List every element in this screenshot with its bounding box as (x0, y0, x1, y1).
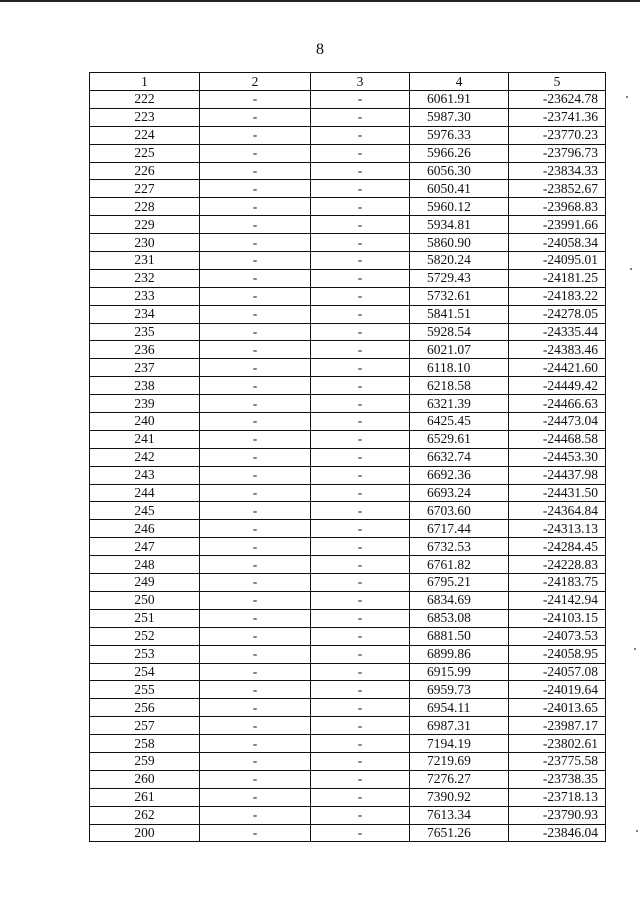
table-row (90, 359, 606, 377)
table-row (90, 752, 606, 770)
cell-x: 7613.34 (410, 806, 509, 824)
cell-col2: - (200, 323, 311, 341)
cell-y: -24142.94 (509, 591, 606, 609)
cell-col3: - (311, 627, 410, 645)
cell-y: -24421.60 (509, 359, 606, 377)
table-row (90, 341, 606, 359)
cell-col2: - (200, 91, 311, 109)
cell-number: 254 (90, 663, 200, 681)
cell-col2: - (200, 430, 311, 448)
table-row (90, 323, 606, 341)
top-border-line (0, 0, 640, 2)
cell-col2: - (200, 806, 311, 824)
cell-x: 6529.61 (410, 430, 509, 448)
cell-col2: - (200, 717, 311, 735)
table-row (90, 413, 606, 431)
cell-col2: - (200, 591, 311, 609)
cell-col2: - (200, 466, 311, 484)
cell-col2: - (200, 108, 311, 126)
cell-number: 225 (90, 144, 200, 162)
cell-y: -24364.84 (509, 502, 606, 520)
table-row (90, 269, 606, 287)
cell-number: 248 (90, 556, 200, 574)
column-header-5: 5 (509, 73, 606, 91)
cell-number: 229 (90, 216, 200, 234)
table-row (90, 287, 606, 305)
cell-col3: - (311, 591, 410, 609)
cell-x: 5841.51 (410, 305, 509, 323)
cell-col2: - (200, 502, 311, 520)
table-row (90, 377, 606, 395)
cell-col3: - (311, 91, 410, 109)
cell-number: 247 (90, 538, 200, 556)
cell-col2: - (200, 413, 311, 431)
scan-mark (630, 268, 632, 270)
table-row (90, 574, 606, 592)
cell-col2: - (200, 234, 311, 252)
cell-col3: - (311, 430, 410, 448)
cell-x: 6959.73 (410, 681, 509, 699)
cell-col2: - (200, 574, 311, 592)
cell-y: -23987.17 (509, 717, 606, 735)
cell-x: 6881.50 (410, 627, 509, 645)
cell-y: -24278.05 (509, 305, 606, 323)
cell-number: 256 (90, 699, 200, 717)
cell-number: 232 (90, 269, 200, 287)
cell-x: 5729.43 (410, 269, 509, 287)
cell-y: -24181.25 (509, 269, 606, 287)
cell-number: 244 (90, 484, 200, 502)
cell-col2: - (200, 377, 311, 395)
cell-col2: - (200, 735, 311, 753)
cell-col2: - (200, 752, 311, 770)
cell-y: -23718.13 (509, 788, 606, 806)
cell-col2: - (200, 359, 311, 377)
cell-y: -23834.33 (509, 162, 606, 180)
cell-y: -23846.04 (509, 824, 606, 842)
cell-number: 257 (90, 717, 200, 735)
cell-x: 6987.31 (410, 717, 509, 735)
cell-col3: - (311, 788, 410, 806)
cell-number: 231 (90, 252, 200, 270)
cell-x: 6853.08 (410, 609, 509, 627)
cell-x: 7651.26 (410, 824, 509, 842)
column-header-2: 2 (200, 73, 311, 91)
cell-x: 5820.24 (410, 252, 509, 270)
cell-col3: - (311, 609, 410, 627)
cell-col3: - (311, 377, 410, 395)
scan-mark (636, 830, 638, 832)
cell-x: 5976.33 (410, 126, 509, 144)
scan-mark (634, 648, 636, 650)
cell-y: -24057.08 (509, 663, 606, 681)
cell-col2: - (200, 699, 311, 717)
cell-col2: - (200, 609, 311, 627)
cell-col3: - (311, 126, 410, 144)
cell-y: -24313.13 (509, 520, 606, 538)
cell-number: 240 (90, 413, 200, 431)
cell-y: -23790.93 (509, 806, 606, 824)
cell-col2: - (200, 269, 311, 287)
cell-number: 259 (90, 752, 200, 770)
cell-x: 6321.39 (410, 395, 509, 413)
cell-number: 236 (90, 341, 200, 359)
cell-y: -24183.22 (509, 287, 606, 305)
cell-x: 6692.36 (410, 466, 509, 484)
cell-col2: - (200, 305, 311, 323)
cell-number: 261 (90, 788, 200, 806)
table-row (90, 198, 606, 216)
cell-x: 5928.54 (410, 323, 509, 341)
cell-col3: - (311, 770, 410, 788)
cell-col2: - (200, 520, 311, 538)
table-row (90, 234, 606, 252)
cell-y: -24431.50 (509, 484, 606, 502)
cell-col3: - (311, 681, 410, 699)
cell-x: 6732.53 (410, 538, 509, 556)
table-body (90, 91, 606, 842)
cell-y: -23802.61 (509, 735, 606, 753)
table-row (90, 788, 606, 806)
table-row (90, 770, 606, 788)
cell-col3: - (311, 556, 410, 574)
cell-number: 243 (90, 466, 200, 484)
table-row (90, 162, 606, 180)
table-row (90, 305, 606, 323)
cell-col3: - (311, 717, 410, 735)
cell-y: -23991.66 (509, 216, 606, 234)
cell-col3: - (311, 323, 410, 341)
cell-y: -24095.01 (509, 252, 606, 270)
cell-col2: - (200, 556, 311, 574)
cell-col3: - (311, 699, 410, 717)
cell-x: 7219.69 (410, 752, 509, 770)
cell-col3: - (311, 448, 410, 466)
cell-y: -24453.30 (509, 448, 606, 466)
cell-y: -23796.73 (509, 144, 606, 162)
cell-y: -24468.58 (509, 430, 606, 448)
cell-col2: - (200, 448, 311, 466)
table-row (90, 108, 606, 126)
cell-x: 6915.99 (410, 663, 509, 681)
cell-x: 6218.58 (410, 377, 509, 395)
column-header-3: 3 (311, 73, 410, 91)
cell-y: -24284.45 (509, 538, 606, 556)
cell-col3: - (311, 752, 410, 770)
column-header-1: 1 (90, 73, 200, 91)
cell-col3: - (311, 162, 410, 180)
cell-number: 255 (90, 681, 200, 699)
table-row (90, 520, 606, 538)
table-row (90, 556, 606, 574)
table-row (90, 252, 606, 270)
cell-col3: - (311, 502, 410, 520)
cell-col2: - (200, 144, 311, 162)
table-row (90, 180, 606, 198)
cell-col3: - (311, 287, 410, 305)
cell-col3: - (311, 520, 410, 538)
cell-x: 6717.44 (410, 520, 509, 538)
cell-col3: - (311, 252, 410, 270)
cell-x: 5860.90 (410, 234, 509, 252)
cell-col2: - (200, 198, 311, 216)
cell-col2: - (200, 216, 311, 234)
cell-y: -24019.64 (509, 681, 606, 699)
cell-x: 6899.86 (410, 645, 509, 663)
cell-col3: - (311, 395, 410, 413)
cell-number: 224 (90, 126, 200, 144)
cell-x: 7194.19 (410, 735, 509, 753)
cell-col3: - (311, 305, 410, 323)
table-row (90, 806, 606, 824)
cell-col2: - (200, 788, 311, 806)
cell-col3: - (311, 216, 410, 234)
cell-col3: - (311, 574, 410, 592)
table-row (90, 717, 606, 735)
cell-number: 223 (90, 108, 200, 126)
cell-x: 6118.10 (410, 359, 509, 377)
cell-col3: - (311, 341, 410, 359)
cell-y: -24013.65 (509, 699, 606, 717)
cell-col3: - (311, 824, 410, 842)
cell-y: -24058.95 (509, 645, 606, 663)
cell-number: 258 (90, 735, 200, 753)
cell-number: 260 (90, 770, 200, 788)
cell-y: -24103.15 (509, 609, 606, 627)
cell-col2: - (200, 252, 311, 270)
cell-x: 6061.91 (410, 91, 509, 109)
cell-col3: - (311, 234, 410, 252)
table-row (90, 484, 606, 502)
cell-col3: - (311, 180, 410, 198)
cell-col2: - (200, 824, 311, 842)
cell-number: 222 (90, 91, 200, 109)
cell-number: 251 (90, 609, 200, 627)
cell-col3: - (311, 645, 410, 663)
cell-x: 7276.27 (410, 770, 509, 788)
cell-col2: - (200, 287, 311, 305)
cell-col3: - (311, 144, 410, 162)
cell-col2: - (200, 395, 311, 413)
cell-col3: - (311, 359, 410, 377)
table-row (90, 681, 606, 699)
table-row (90, 216, 606, 234)
cell-x: 5960.12 (410, 198, 509, 216)
cell-col3: - (311, 538, 410, 556)
cell-col3: - (311, 484, 410, 502)
table-row (90, 538, 606, 556)
cell-col2: - (200, 770, 311, 788)
cell-col3: - (311, 108, 410, 126)
table-header-row (90, 73, 606, 91)
cell-number: 228 (90, 198, 200, 216)
table-row (90, 466, 606, 484)
cell-x: 6632.74 (410, 448, 509, 466)
cell-col3: - (311, 198, 410, 216)
column-header-4: 4 (410, 73, 509, 91)
cell-col2: - (200, 663, 311, 681)
cell-number: 235 (90, 323, 200, 341)
table-row (90, 645, 606, 663)
cell-x: 5966.26 (410, 144, 509, 162)
cell-x: 6050.41 (410, 180, 509, 198)
cell-col2: - (200, 180, 311, 198)
cell-x: 6425.45 (410, 413, 509, 431)
cell-col2: - (200, 484, 311, 502)
cell-col2: - (200, 645, 311, 663)
cell-number: 234 (90, 305, 200, 323)
table-row (90, 591, 606, 609)
cell-y: -24449.42 (509, 377, 606, 395)
scan-mark (626, 96, 628, 98)
cell-number: 226 (90, 162, 200, 180)
cell-y: -23968.83 (509, 198, 606, 216)
cell-number: 262 (90, 806, 200, 824)
cell-y: -23775.58 (509, 752, 606, 770)
table-row (90, 395, 606, 413)
table-row (90, 144, 606, 162)
coordinates-table (89, 72, 606, 842)
cell-number: 242 (90, 448, 200, 466)
cell-number: 249 (90, 574, 200, 592)
cell-y: -24183.75 (509, 574, 606, 592)
cell-col2: - (200, 126, 311, 144)
table-row (90, 627, 606, 645)
cell-y: -24058.34 (509, 234, 606, 252)
cell-number: 250 (90, 591, 200, 609)
table-row (90, 735, 606, 753)
cell-x: 6021.07 (410, 341, 509, 359)
cell-y: -23738.35 (509, 770, 606, 788)
cell-col2: - (200, 341, 311, 359)
cell-x: 6795.21 (410, 574, 509, 592)
cell-col3: - (311, 806, 410, 824)
cell-x: 6761.82 (410, 556, 509, 574)
cell-y: -23624.78 (509, 91, 606, 109)
cell-x: 7390.92 (410, 788, 509, 806)
cell-number: 253 (90, 645, 200, 663)
cell-col2: - (200, 162, 311, 180)
cell-y: -24437.98 (509, 466, 606, 484)
cell-y: -23770.23 (509, 126, 606, 144)
cell-x: 6703.60 (410, 502, 509, 520)
cell-y: -23741.36 (509, 108, 606, 126)
cell-x: 6056.30 (410, 162, 509, 180)
cell-col2: - (200, 538, 311, 556)
cell-number: 233 (90, 287, 200, 305)
table-row (90, 663, 606, 681)
cell-number: 246 (90, 520, 200, 538)
cell-x: 5934.81 (410, 216, 509, 234)
table-row (90, 448, 606, 466)
cell-y: -24228.83 (509, 556, 606, 574)
cell-number: 239 (90, 395, 200, 413)
cell-number: 237 (90, 359, 200, 377)
cell-col3: - (311, 269, 410, 287)
cell-number: 200 (90, 824, 200, 842)
table-row (90, 126, 606, 144)
cell-x: 6834.69 (410, 591, 509, 609)
cell-y: -23852.67 (509, 180, 606, 198)
cell-col2: - (200, 627, 311, 645)
table-row (90, 430, 606, 448)
cell-number: 241 (90, 430, 200, 448)
cell-x: 5987.30 (410, 108, 509, 126)
cell-number: 245 (90, 502, 200, 520)
cell-x: 6693.24 (410, 484, 509, 502)
table-row (90, 502, 606, 520)
cell-col3: - (311, 466, 410, 484)
cell-col3: - (311, 413, 410, 431)
cell-number: 252 (90, 627, 200, 645)
cell-y: -24335.44 (509, 323, 606, 341)
cell-y: -24383.46 (509, 341, 606, 359)
cell-x: 5732.61 (410, 287, 509, 305)
cell-col2: - (200, 681, 311, 699)
cell-number: 230 (90, 234, 200, 252)
cell-col3: - (311, 663, 410, 681)
cell-number: 227 (90, 180, 200, 198)
table-row (90, 824, 606, 842)
table-row (90, 699, 606, 717)
cell-y: -24466.63 (509, 395, 606, 413)
cell-col3: - (311, 735, 410, 753)
table-row (90, 91, 606, 109)
cell-y: -24473.04 (509, 413, 606, 431)
cell-x: 6954.11 (410, 699, 509, 717)
cell-number: 238 (90, 377, 200, 395)
page-number: 8 (316, 41, 324, 58)
table-row (90, 609, 606, 627)
cell-y: -24073.53 (509, 627, 606, 645)
